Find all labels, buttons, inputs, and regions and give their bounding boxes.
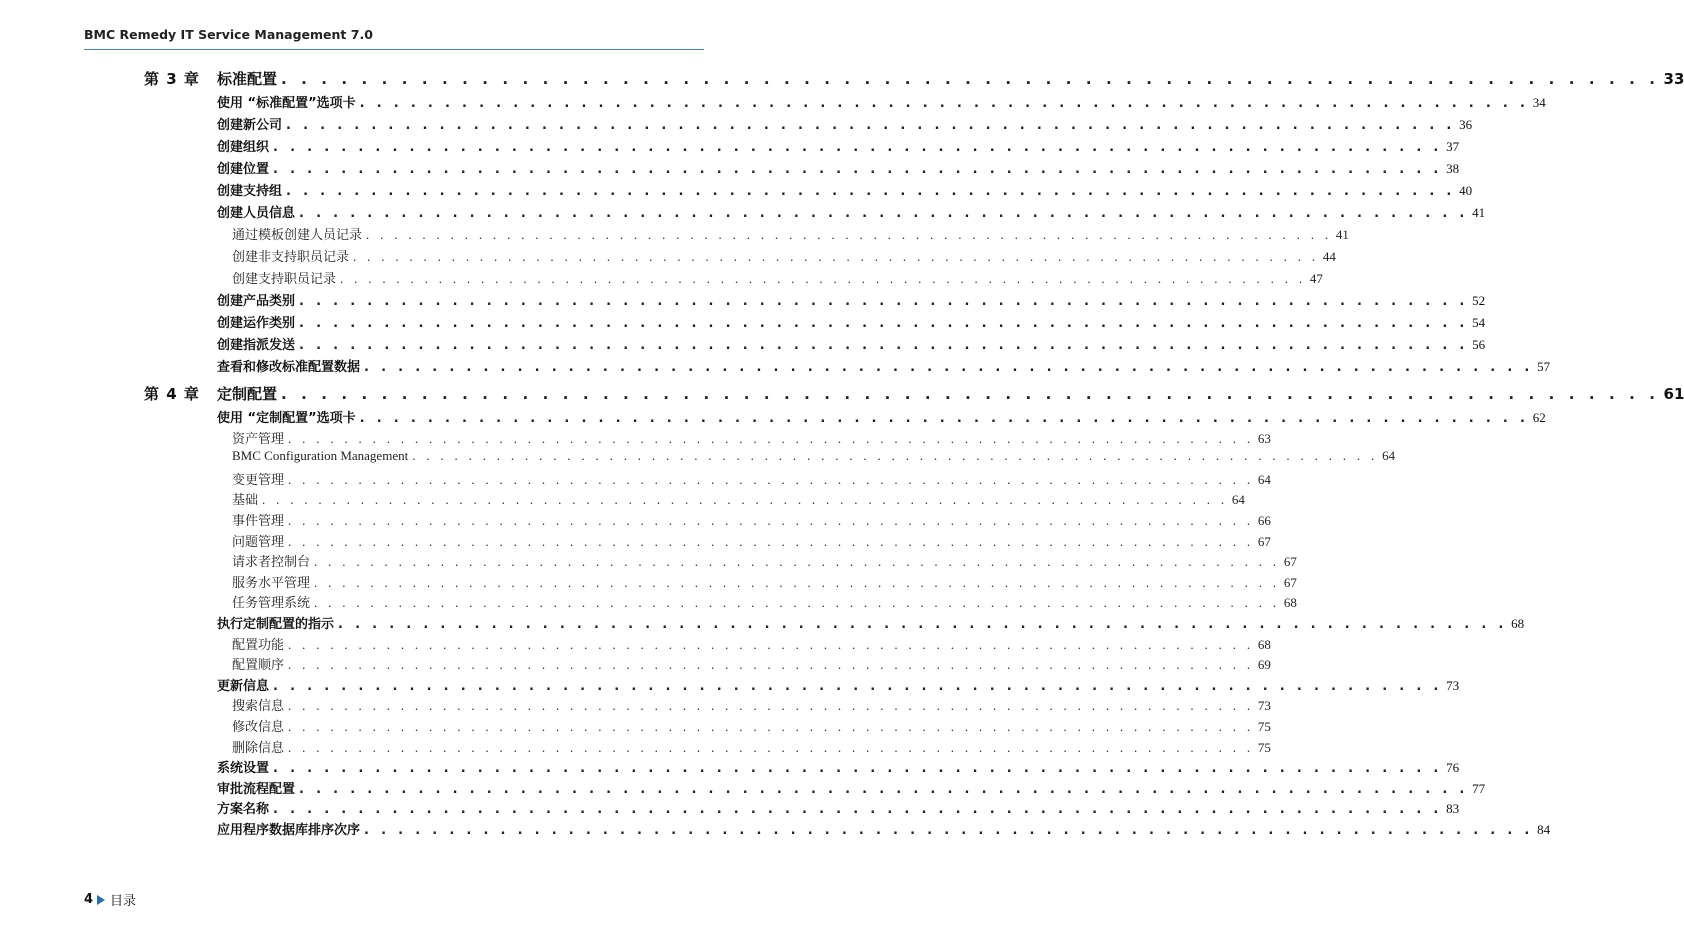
- toc-entry-title: 删除信息: [232, 739, 285, 755]
- toc-subsection-entry[interactable]: [232, 572, 1297, 591]
- toc-section-entry[interactable]: [217, 798, 1460, 818]
- toc-entry-title: 创建支持职员记录: [232, 271, 337, 286]
- toc-entry-page: 67: [1283, 554, 1297, 570]
- toc-entry-title: 使用 “标准配置”选项卡: [217, 96, 356, 111]
- toc-entry-page: 47: [1309, 271, 1323, 286]
- toc-entry-title: 执行定制配置的指示: [217, 617, 335, 632]
- toc-subsection-entry[interactable]: [232, 654, 1271, 673]
- toc-entry-title: 方案名称: [217, 802, 270, 818]
- toc-entry-page: 61: [1663, 385, 1684, 403]
- dot-leader: . . . . . . . . . . . . . . . . . . . . . . . . . . . . . . . . . . . . . . . . . . . . . . . . . . . . . . . . . . . . . . . . . . . . .: [288, 430, 1254, 446]
- dot-leader: . . . . . . . . . . . . . . . . . . . . . . . . . . . . . . . . . . . . . . . . . . . . . . . . . . . . . . . . . . . . . . . . . . . . .: [281, 385, 1660, 403]
- toc-entry-page: 69: [1257, 657, 1271, 673]
- toc-entry-title: 创建指派发送: [217, 338, 296, 353]
- toc-section-entry[interactable]: [217, 334, 1486, 353]
- toc-entry-page: 34: [1532, 95, 1546, 110]
- toc-entry-page: 41: [1472, 205, 1486, 220]
- toc-entry-title: 应用程序数据库排序次序: [217, 823, 361, 838]
- toc-entry-title: 任务管理系统: [232, 595, 311, 611]
- toc-chapter-entry[interactable]: [217, 68, 1684, 89]
- toc-section-entry[interactable]: [217, 136, 1460, 155]
- toc-section-entry[interactable]: [217, 819, 1551, 838]
- right-arrow-icon: [97, 895, 105, 905]
- dot-leader: . . . . . . . . . . . . . . . . . . . . . . . . . . . . . . . . . . . . . . . . . . . . . . . . . . . . . . . . . . . . . . . . . . . . .: [281, 70, 1660, 88]
- toc-entry-title: 查看和修改标准配置数据: [217, 360, 361, 375]
- dot-leader: . . . . . . . . . . . . . . . . . . . . . . . . . . . . . . . . . . . . . . . . . . . . . . . . . . . . . . . . . . . . . . . . . . . . .: [288, 533, 1254, 549]
- toc-subsection-entry[interactable]: [232, 737, 1271, 756]
- toc-entry-title: 创建非支持职员记录: [232, 249, 350, 264]
- toc-entry-title: 创建组织: [217, 140, 270, 155]
- toc-entry-title: 创建产品类别: [217, 294, 296, 309]
- chapter-label: 第 3 章: [144, 70, 200, 88]
- toc-subsection-entry[interactable]: [232, 246, 1336, 265]
- dot-leader: . . . . . . . . . . . . . . . . . . . . . . . . . . . . . . . . . . . . . . . . . . . . . . . . . . . . . . . . . . . . . . . . . . . . .: [273, 761, 1443, 777]
- toc-subsection-entry[interactable]: [232, 469, 1271, 488]
- toc-section-entry[interactable]: [217, 290, 1486, 309]
- toc-entry-title: 搜索信息: [232, 698, 285, 714]
- toc-entry-page: 77: [1472, 780, 1486, 796]
- toc-entry-page: 41: [1335, 227, 1349, 242]
- toc-entry-page: 64: [1231, 492, 1245, 508]
- toc-entry-page: 52: [1472, 293, 1486, 308]
- toc-entry-title: 审批流程配置: [217, 781, 296, 797]
- toc-entry-title: 创建新公司: [217, 118, 283, 133]
- dot-leader: . . . . . . . . . . . . . . . . . . . . . . . . . . . . . . . . . . . . . . . . . . . . . . . . . . . . . . . . . . . . . . . . . . . . .: [273, 678, 1443, 694]
- toc-entry-page: 68: [1283, 595, 1297, 611]
- dot-leader: . . . . . . . . . . . . . . . . . . . . . . . . . . . . . . . . . . . . . . . . . . . . . . . . . . . . . . . . . . . . . . . . . . . . .: [340, 271, 1306, 286]
- dot-leader: . . . . . . . . . . . . . . . . . . . . . . . . . . . . . . . . . . . . . . . . . . . . . . . . . . . . . . . . . . . . . . . . . . . . .: [314, 554, 1280, 570]
- toc-entry-title: 创建支持组: [217, 184, 283, 199]
- running-header: BMC Remedy IT Service Management 7.0: [84, 27, 373, 42]
- toc-entry-page: 73: [1446, 677, 1460, 693]
- toc-entry-title: 配置功能: [232, 636, 285, 652]
- toc-entry-page: 75: [1257, 739, 1271, 755]
- toc-entry-title: 创建运作类别: [217, 316, 296, 331]
- toc-entry-title: 资产管理: [232, 430, 285, 446]
- toc-section-entry[interactable]: [217, 407, 1546, 426]
- dot-leader: . . . . . . . . . . . . . . . . . . . . . . . . . . . . . . . . . . . . . . . . . . . . . . . . . . . . . . . . . . . . . . . . . . . . .: [364, 360, 1534, 375]
- dot-leader: . . . . . . . . . . . . . . . . . . . . . . . . . . . . . . . . . . . . . . . . . . . . . . . . . . . . . . . . . . . . . . . . . . . . .: [273, 162, 1443, 177]
- footer-section-title: 目录: [110, 894, 137, 909]
- toc-entry-page: 44: [1322, 249, 1336, 264]
- header-rule: [84, 49, 704, 50]
- toc-entry-page: 83: [1446, 801, 1460, 817]
- toc-chapter-entry[interactable]: [217, 383, 1684, 404]
- toc-entry-page: 73: [1257, 698, 1271, 714]
- toc-entry-title: 基础: [232, 492, 259, 508]
- toc-entry-title: 修改信息: [232, 719, 285, 734]
- dot-leader: . . . . . . . . . . . . . . . . . . . . . . . . . . . . . . . . . . . . . . . . . . . . . . . . . . . . . . . . . . . . . . . . . . . . .: [359, 411, 1529, 426]
- toc-entry-title: 问题管理: [232, 533, 285, 549]
- dot-leader: . . . . . . . . . . . . . . . . . . . . . . . . . . . . . . . . . . . . . . . . . . . . . . . . . . . . . . . . . . . . . . . . . . . . .: [412, 448, 1379, 464]
- toc-entry-title: 配置顺序: [232, 657, 285, 673]
- toc-section-entry[interactable]: [217, 180, 1473, 199]
- toc-subsection-entry[interactable]: [232, 428, 1271, 447]
- toc-entry-page: 38: [1446, 161, 1460, 176]
- dot-leader: . . . . . . . . . . . . . . . . . . . . . . . . . . . . . . . . . . . . . . . . . . . . . . . . . . . . . . . . . . . . . . . . . . . . .: [288, 739, 1254, 755]
- dot-leader: . . . . . . . . . . . . . . . . . . . . . . . . . . . . . . . . . . . . . . . . . . . . . . . . . . . . . . . . . . . . . . . . . . . . .: [314, 574, 1280, 590]
- toc-entry-title: 变更管理: [232, 471, 285, 487]
- toc-section-entry[interactable]: [217, 757, 1460, 777]
- chapter-label: 第 4 章: [144, 385, 200, 403]
- toc-subsection-entry[interactable]: [232, 634, 1271, 653]
- toc-section-entry[interactable]: [217, 312, 1486, 331]
- dot-leader: . . . . . . . . . . . . . . . . . . . . . . . . . . . . . . . . . . . . . . . . . . . . . . . . . . . . . . . . . . . . . . . . . . . . .: [262, 492, 1228, 508]
- dot-leader: . . . . . . . . . . . . . . . . . . . . . . . . . . . . . . . . . . . . . . . . . . . . . . . . . . . . . . . . . . . . . . . . . . . . .: [299, 294, 1469, 309]
- toc-entry-title: 事件管理: [232, 513, 285, 528]
- toc-subsection-entry[interactable]: [232, 448, 1396, 464]
- toc-entry-title: 创建人员信息: [217, 206, 296, 221]
- page-footer: [84, 890, 136, 909]
- dot-leader: . . . . . . . . . . . . . . . . . . . . . . . . . . . . . . . . . . . . . . . . . . . . . . . . . . . . . . . . . . . . . . . . . . . . .: [286, 184, 1456, 199]
- toc-subsection-entry[interactable]: [232, 592, 1297, 611]
- toc-section-entry[interactable]: [217, 202, 1486, 221]
- toc-section-entry[interactable]: [217, 158, 1460, 177]
- dot-leader: . . . . . . . . . . . . . . . . . . . . . . . . . . . . . . . . . . . . . . . . . . . . . . . . . . . . . . . . . . . . . . . . . . . . .: [338, 617, 1508, 632]
- toc-subsection-entry[interactable]: [232, 268, 1323, 287]
- toc-entry-page: 75: [1257, 719, 1271, 734]
- toc-subsection-entry[interactable]: [232, 531, 1271, 550]
- toc-entry-title: 创建位置: [217, 162, 270, 177]
- dot-leader: . . . . . . . . . . . . . . . . . . . . . . . . . . . . . . . . . . . . . . . . . . . . . . . . . . . . . . . . . . . . . . . . . . . . .: [299, 338, 1469, 353]
- toc-section-entry[interactable]: [217, 356, 1551, 375]
- dot-leader: . . . . . . . . . . . . . . . . . . . . . . . . . . . . . . . . . . . . . . . . . . . . . . . . . . . . . . . . . . . . . . . . . . . . .: [286, 118, 1456, 133]
- dot-leader: . . . . . . . . . . . . . . . . . . . . . . . . . . . . . . . . . . . . . . . . . . . . . . . . . . . . . . . . . . . . . . . . . . . . .: [288, 719, 1254, 734]
- toc-section-entry[interactable]: [217, 92, 1546, 111]
- dot-leader: . . . . . . . . . . . . . . . . . . . . . . . . . . . . . . . . . . . . . . . . . . . . . . . . . . . . . . . . . . . . . . . . . . . . .: [273, 802, 1443, 818]
- toc-entry-title: BMC Configuration Management: [232, 448, 409, 464]
- toc-section-entry[interactable]: [217, 114, 1473, 133]
- toc-entry-page: 56: [1472, 337, 1486, 352]
- toc-entry-title: 更新信息: [217, 678, 270, 694]
- toc-entry-page: 64: [1382, 448, 1396, 464]
- toc-subsection-entry[interactable]: [232, 510, 1271, 529]
- toc-subsection-entry[interactable]: [232, 695, 1271, 714]
- toc-entry-page: 84: [1537, 822, 1551, 837]
- dot-leader: . . . . . . . . . . . . . . . . . . . . . . . . . . . . . . . . . . . . . . . . . . . . . . . . . . . . . . . . . . . . . . . . . . . . .: [366, 227, 1332, 242]
- toc-section-entry[interactable]: [217, 613, 1525, 632]
- toc-subsection-entry[interactable]: [232, 716, 1271, 735]
- toc-subsection-entry[interactable]: [232, 224, 1349, 243]
- dot-leader: . . . . . . . . . . . . . . . . . . . . . . . . . . . . . . . . . . . . . . . . . . . . . . . . . . . . . . . . . . . . . . . . . . . . .: [299, 781, 1469, 797]
- dot-leader: . . . . . . . . . . . . . . . . . . . . . . . . . . . . . . . . . . . . . . . . . . . . . . . . . . . . . . . . . . . . . . . . . . . . .: [273, 140, 1443, 155]
- dot-leader: . . . . . . . . . . . . . . . . . . . . . . . . . . . . . . . . . . . . . . . . . . . . . . . . . . . . . . . . . . . . . . . . . . . . .: [364, 823, 1534, 838]
- toc-subsection-entry[interactable]: [232, 551, 1297, 570]
- toc-entry-page: 40: [1459, 183, 1473, 198]
- toc-entry-title: 请求者控制台: [232, 554, 311, 570]
- dot-leader: . . . . . . . . . . . . . . . . . . . . . . . . . . . . . . . . . . . . . . . . . . . . . . . . . . . . . . . . . . . . . . . . . . . . .: [299, 316, 1469, 331]
- dot-leader: . . . . . . . . . . . . . . . . . . . . . . . . . . . . . . . . . . . . . . . . . . . . . . . . . . . . . . . . . . . . . . . . . . . . .: [288, 636, 1254, 652]
- toc-entry-page: 76: [1446, 760, 1460, 776]
- toc-section-entry[interactable]: [217, 675, 1460, 694]
- toc-entry-page: 57: [1537, 359, 1551, 374]
- dot-leader: . . . . . . . . . . . . . . . . . . . . . . . . . . . . . . . . . . . . . . . . . . . . . . . . . . . . . . . . . . . . . . . . . . . . .: [353, 249, 1319, 264]
- dot-leader: . . . . . . . . . . . . . . . . . . . . . . . . . . . . . . . . . . . . . . . . . . . . . . . . . . . . . . . . . . . . . . . . . . . . .: [288, 657, 1254, 673]
- toc-entry-page: 67: [1283, 574, 1297, 590]
- toc-entry-title: 使用 “定制配置”选项卡: [217, 411, 356, 426]
- dot-leader: . . . . . . . . . . . . . . . . . . . . . . . . . . . . . . . . . . . . . . . . . . . . . . . . . . . . . . . . . . . . . . . . . . . . .: [314, 595, 1280, 611]
- toc-entry-title: 标准配置: [217, 70, 278, 88]
- dot-leader: . . . . . . . . . . . . . . . . . . . . . . . . . . . . . . . . . . . . . . . . . . . . . . . . . . . . . . . . . . . . . . . . . . . . .: [359, 96, 1529, 111]
- toc-entry-page: 33: [1663, 70, 1684, 88]
- toc-subsection-entry[interactable]: [232, 489, 1245, 508]
- toc-entry-page: 37: [1446, 139, 1460, 154]
- toc-entry-page: 68: [1257, 636, 1271, 652]
- toc-section-entry[interactable]: [217, 778, 1486, 797]
- toc-entry-page: 68: [1511, 616, 1525, 631]
- toc-entry-page: 62: [1532, 410, 1546, 425]
- toc-entry-page: 64: [1257, 471, 1271, 487]
- toc-entry-title: 通过模板创建人员记录: [232, 227, 363, 242]
- toc-entry-page: 67: [1257, 533, 1271, 549]
- toc-entry-title: 系统设置: [217, 761, 270, 777]
- toc-entry-title: 定制配置: [217, 385, 278, 403]
- toc-entry-page: 66: [1257, 513, 1271, 528]
- toc-entry-page: 36: [1459, 117, 1473, 132]
- dot-leader: . . . . . . . . . . . . . . . . . . . . . . . . . . . . . . . . . . . . . . . . . . . . . . . . . . . . . . . . . . . . . . . . . . . . .: [288, 471, 1254, 487]
- toc-entry-page: 63: [1257, 430, 1271, 446]
- toc-entry-page: 54: [1472, 315, 1486, 330]
- dot-leader: . . . . . . . . . . . . . . . . . . . . . . . . . . . . . . . . . . . . . . . . . . . . . . . . . . . . . . . . . . . . . . . . . . . . .: [299, 206, 1469, 221]
- dot-leader: . . . . . . . . . . . . . . . . . . . . . . . . . . . . . . . . . . . . . . . . . . . . . . . . . . . . . . . . . . . . . . . . . . . . .: [288, 698, 1254, 714]
- footer-page-number: 4: [84, 892, 94, 907]
- dot-leader: . . . . . . . . . . . . . . . . . . . . . . . . . . . . . . . . . . . . . . . . . . . . . . . . . . . . . . . . . . . . . . . . . . . . .: [288, 513, 1254, 528]
- toc-entry-title: 服务水平管理: [232, 574, 311, 590]
